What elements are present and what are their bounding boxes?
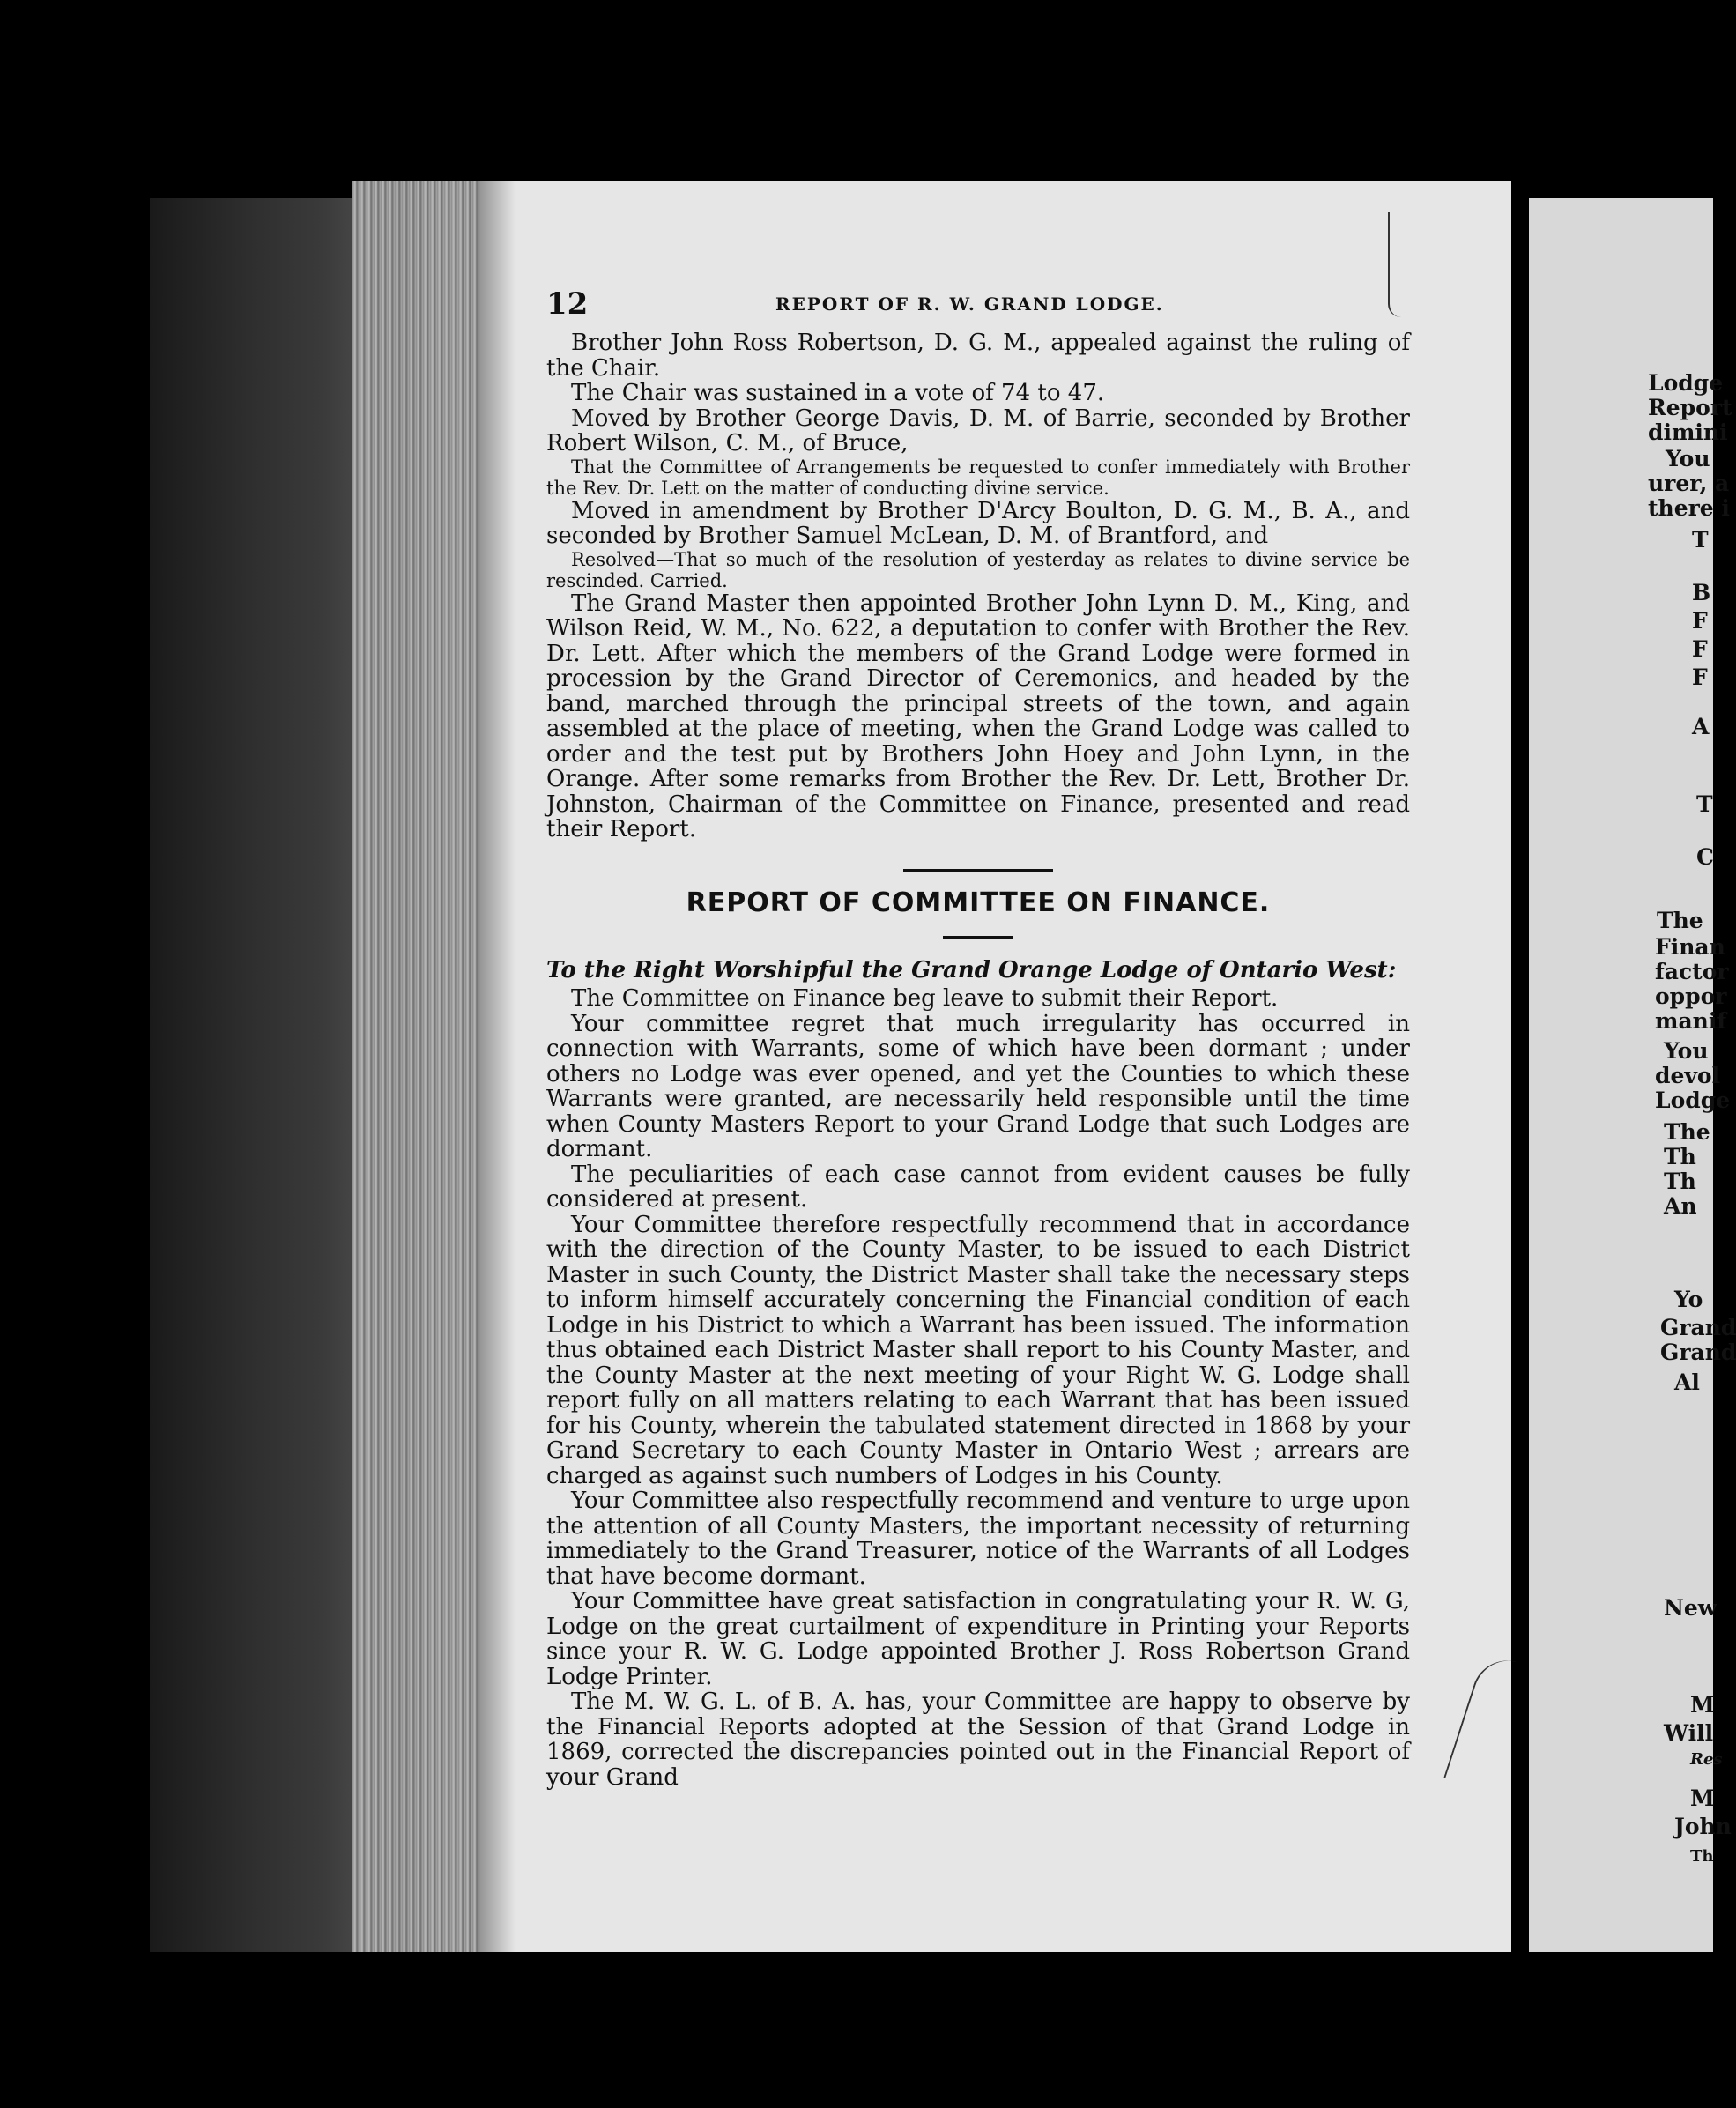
facing-fragment: there i	[1648, 495, 1730, 521]
facing-fragment: F	[1692, 636, 1708, 662]
facing-fragment: New	[1664, 1595, 1717, 1621]
title-divider	[943, 936, 1013, 939]
page-header	[546, 286, 1410, 330]
facing-fragment: A	[1692, 714, 1710, 739]
facing-fragment: Finan	[1655, 934, 1725, 960]
facing-fragment: C	[1696, 844, 1714, 870]
facing-fragment: You	[1664, 1038, 1709, 1064]
report-paragraph: The peculiarities of each case cannot from evident causes be fully considered at present.	[546, 1161, 1410, 1213]
gutter-shadow	[480, 181, 516, 1952]
report-title: REPORT OF COMMITTEE ON FINANCE.	[686, 887, 1271, 918]
facing-fragment: urer, a	[1648, 471, 1730, 496]
report-paragraph: Your Committee have great satisfaction in congratulating your R. W. G, Lodge on the great curtailment of expenditure in Printing your Reports since your R. W. G. Lodge appointed Brother J. Ross Robertson Grand Lodge Printer.	[546, 1588, 1410, 1690]
facing-fragment: T	[1696, 791, 1713, 817]
facing-fragment: manif	[1655, 1008, 1727, 1034]
facing-fragment: F	[1692, 608, 1708, 634]
facing-fragment: John	[1674, 1814, 1732, 1839]
facing-fragment: T	[1692, 527, 1709, 553]
facing-fragment: factor	[1655, 959, 1729, 984]
page-number: 12	[546, 286, 589, 322]
running-head: REPORT OF R. W. GRAND LODGE.	[775, 293, 1164, 315]
facing-fragment: The	[1657, 908, 1703, 933]
report-paragraph: Your Committee also respectfully recommend and venture to urge upon the attention of all County Masters, the important necessity of returning immediately to the Grand Treasurer, notice of the Warrants of all Lodges that have become dormant.	[546, 1488, 1410, 1590]
page-content	[546, 286, 1410, 1790]
facing-fragment: Th	[1690, 1847, 1714, 1866]
facing-fragment: Yo	[1674, 1287, 1703, 1312]
facing-fragment: Grand	[1660, 1340, 1736, 1365]
facing-fragment: Res	[1690, 1750, 1723, 1769]
paragraph-appeal: Brother John Ross Robertson, D. G. M., appealed against the ruling of the Chair.	[546, 330, 1410, 382]
facing-fragment: oppor	[1655, 983, 1727, 1009]
report-salutation: To the Right Worshipful the Grand Orange Lodge of Ontario West:	[546, 956, 1397, 983]
facing-fragment: You	[1666, 446, 1710, 471]
paragraph-amendment: Moved in amendment by Brother D'Arcy Boulton, D. G. M., B. A., and seconded by Brother Samuel McLean, D. M. of Brantford, and	[546, 497, 1410, 549]
facing-fragment: Grand	[1660, 1315, 1736, 1340]
paragraph-vote: The Chair was sustained in a vote of 74 to 47.	[571, 380, 1105, 406]
facing-fragment: An	[1664, 1193, 1697, 1219]
facing-fragment: M	[1690, 1692, 1715, 1718]
facing-fragment: M	[1690, 1785, 1715, 1811]
facing-fragment: dimini	[1648, 419, 1728, 445]
section-divider	[903, 869, 1053, 872]
page-edges	[352, 181, 480, 1952]
facing-fragment: Th	[1664, 1144, 1696, 1169]
facing-fragment: Report	[1648, 395, 1732, 420]
facing-fragment: B	[1692, 580, 1711, 605]
report-paragraph: The M. W. G. L. of B. A. has, your Committee are happy to observe by the Financial Reports adopted at the Session of that Grand Lodge in 1869, corrected the discrepancies pointed out in the Financial Report of your Grand	[546, 1689, 1410, 1791]
pencil-mark	[1388, 212, 1407, 317]
facing-fragment: devol	[1655, 1063, 1721, 1088]
resolution-text: Resolved—That so much of the resolution of yesterday as relates to divine service be rescinded. Carried.	[546, 548, 1410, 591]
facing-fragment: Lodge	[1648, 370, 1724, 396]
facing-fragment: F	[1692, 664, 1708, 690]
report-paragraph: Your committee regret that much irregularity has occurred in connection with Warrants, some of which have been dormant ; under others no Lodge was ever opened, and yet the Counties to which these Warrants were granted, are necessarily held responsible until the time when County Masters Report to your Grand Lodge that such Lodges are dormant.	[546, 1010, 1410, 1162]
facing-fragment: Will	[1664, 1720, 1714, 1746]
report-paragraph: Your Committee therefore respectfully recommend that in accordance with the direction of the County Master, to be issued to each District Master in such County, the District Master shall take the necessary steps to inform himself accurately concerning the Financial condition of each Lodge in his District to which a Warrant has been issued. The information thus obtained each District Master shall report to his County Master, and the County Master at the next meeting of your Right W. G. Lodge shall report fully on all matters relating to each Warrant that has been issued for his County, wherein the tabulated statement directed in 1868 by your Grand Secretary to each County Master in Ontario West ; arrears are charged as against such numbers of Lodges in his County.	[546, 1211, 1410, 1489]
book-page	[480, 181, 1511, 1952]
facing-fragment: Lodge	[1655, 1087, 1731, 1113]
paragraph-deputation: The Grand Master then appointed Brother John Lynn D. M., King, and Wilson Reid, W. M., No. 622, a deputation to confer with Brother the Rev. Dr. Lett. After which the members of the Grand Lodge were formed in procession by the Grand Director of Ceremonics, and headed by the band, marched through the principal streets of the town, and again assembled at the place of meeting, when the Grand Lodge was called to order and the test put by Brothers John Hoey and John Lynn, in the Orange. After some remarks from Brother the Rev. Dr. Lett, Brother Dr. Johnston, Chairman of the Committee on Finance, presented and read their Report.	[546, 590, 1410, 842]
motion-text: That the Committee of Arrangements be requested to confer immediately with Brother the Rev. Dr. Lett on the matter of conducting divine service.	[546, 456, 1410, 499]
paragraph-motion: Moved by Brother George Davis, D. M. of Barrie, seconded by Brother Robert Wilson, C. M., of Bruce,	[546, 405, 1410, 456]
facing-fragment: Th	[1664, 1169, 1696, 1194]
report-paragraph: The Committee on Finance beg leave to submit their Report.	[571, 985, 1279, 1012]
facing-fragment: The	[1664, 1119, 1710, 1145]
facing-fragment: Al	[1674, 1369, 1700, 1395]
